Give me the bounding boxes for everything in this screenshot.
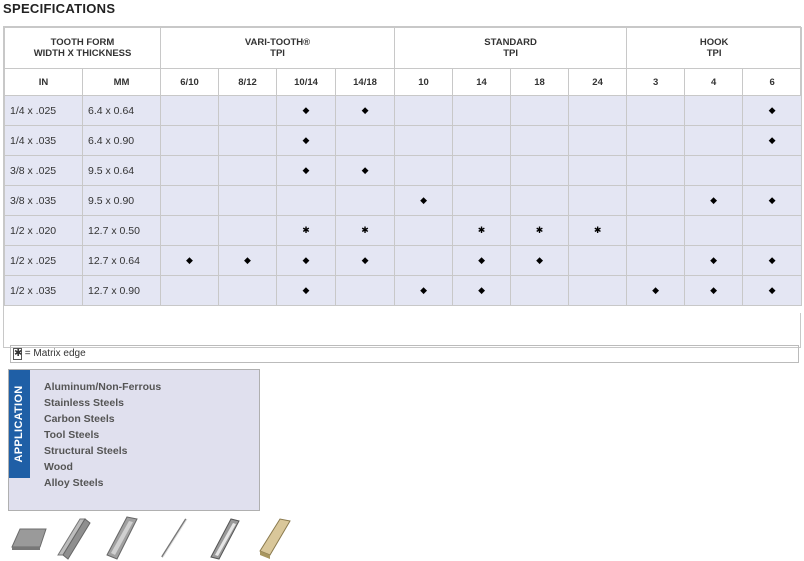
tpi-cell: [627, 186, 685, 216]
tpi-cell: [219, 156, 277, 186]
tpi-cell: [336, 276, 395, 306]
application-item: Structural Steels: [44, 445, 128, 457]
tpi-cell: [219, 276, 277, 306]
group-header-standard: [395, 28, 627, 69]
tpi-cell: [161, 276, 219, 306]
application-item: Aluminum/Non-Ferrous: [44, 381, 162, 393]
tpi-cell: ◆: [277, 276, 336, 306]
tpi-cell: [395, 216, 453, 246]
tpi-cell: ◆: [453, 246, 511, 276]
tpi-cell: [219, 96, 277, 126]
tpi-cell: ◆: [336, 246, 395, 276]
column-header: 6/10: [161, 69, 219, 96]
group-header-hook: [627, 28, 802, 69]
tpi-cell: [685, 216, 743, 246]
table-row: [5, 186, 802, 216]
application-tab: [9, 370, 30, 478]
application-item: Alloy Steels: [44, 477, 104, 489]
matrix-edge-symbol: ✱: [14, 348, 23, 359]
column-header: 3: [627, 69, 685, 96]
thin-rod-icon: [156, 515, 196, 561]
tpi-cell: ◆: [743, 276, 802, 306]
size-mm-cell: 9.5 x 0.64: [83, 156, 161, 186]
tpi-cell: ✱: [277, 216, 336, 246]
column-header: 18: [511, 69, 569, 96]
tpi-cell: ◆: [685, 246, 743, 276]
tpi-cell: [161, 156, 219, 186]
tpi-cell: [453, 186, 511, 216]
table-row: [5, 126, 802, 156]
tpi-cell: [453, 156, 511, 186]
group-header-vari-tooth: [161, 28, 395, 69]
tpi-cell: ✱: [336, 216, 395, 246]
table-row: [5, 246, 802, 276]
tpi-cell: ◆: [277, 96, 336, 126]
group-name: HOOK: [699, 37, 729, 48]
page-title: SPECIFICATIONS: [3, 1, 116, 16]
spacer-cell: [5, 306, 802, 313]
tpi-cell: [627, 156, 685, 186]
channel-icon: [103, 515, 143, 561]
tpi-cell: ◆: [219, 246, 277, 276]
material-icons: [8, 515, 298, 561]
tpi-cell: [685, 156, 743, 186]
size-mm-cell: 9.5 x 0.90: [83, 186, 161, 216]
tpi-cell: ◆: [161, 246, 219, 276]
size-in-cell: 1/2 x .025: [5, 246, 83, 276]
legend: [10, 345, 799, 363]
size-in-cell: 1/2 x .035: [5, 276, 83, 306]
application-panel: [8, 369, 260, 511]
group-name: VARI-TOOTH®: [244, 37, 311, 48]
tpi-cell: [743, 156, 802, 186]
legend-text: = Matrix edge: [22, 348, 86, 359]
tpi-cell: ◆: [685, 276, 743, 306]
application-item: Tool Steels: [44, 429, 100, 441]
tpi-cell: [395, 246, 453, 276]
column-header: 10/14: [277, 69, 336, 96]
table-row: [5, 156, 802, 186]
column-header: 4: [685, 69, 743, 96]
tpi-cell: ◆: [395, 186, 453, 216]
tpi-cell: ✱: [453, 216, 511, 246]
size-mm-cell: 6.4 x 0.64: [83, 96, 161, 126]
column-header: IN: [5, 69, 83, 96]
tpi-cell: [219, 186, 277, 216]
tooth-form-header: [5, 28, 161, 69]
specifications-table: [4, 27, 802, 313]
tpi-cell: ◆: [743, 186, 802, 216]
application-item: Carbon Steels: [44, 413, 115, 425]
tpi-cell: ◆: [277, 156, 336, 186]
spacer-row: [5, 306, 802, 313]
tpi-cell: [569, 186, 627, 216]
size-in-cell: 1/4 x .035: [5, 126, 83, 156]
tpi-cell: [627, 126, 685, 156]
application-item: Stainless Steels: [44, 397, 124, 409]
group-unit: TPI: [706, 48, 722, 59]
column-header: 10: [395, 69, 453, 96]
column-header-row: [5, 69, 802, 96]
tpi-cell: [219, 216, 277, 246]
tpi-cell: ◆: [336, 156, 395, 186]
tpi-cell: [627, 246, 685, 276]
column-header: 24: [569, 69, 627, 96]
group-unit: TPI: [270, 48, 285, 59]
tpi-cell: ◆: [685, 186, 743, 216]
tpi-cell: [219, 126, 277, 156]
tpi-cell: ◆: [743, 96, 802, 126]
column-header: MM: [83, 69, 161, 96]
column-header: 6: [743, 69, 802, 96]
group-unit: TPI: [503, 48, 518, 59]
square-tube-icon: [205, 515, 245, 561]
tpi-cell: [453, 126, 511, 156]
table-row: [5, 96, 802, 126]
tpi-cell: [627, 96, 685, 126]
tpi-cell: ◆: [336, 96, 395, 126]
column-header: 14: [453, 69, 511, 96]
size-in-cell: 3/8 x .035: [5, 186, 83, 216]
application-item: Wood: [44, 461, 73, 473]
tpi-cell: [511, 156, 569, 186]
tpi-cell: [395, 126, 453, 156]
group-name: STANDARD: [484, 37, 537, 48]
size-mm-cell: 12.7 x 0.90: [83, 276, 161, 306]
tpi-cell: [569, 156, 627, 186]
tpi-cell: [511, 96, 569, 126]
tpi-cell: [685, 126, 743, 156]
tpi-cell: ◆: [743, 126, 802, 156]
tpi-cell: [161, 126, 219, 156]
tpi-cell: ◆: [627, 276, 685, 306]
tpi-cell: [336, 186, 395, 216]
tpi-cell: [569, 276, 627, 306]
tpi-cell: [685, 96, 743, 126]
application-list: [44, 379, 161, 491]
tooth-form-line2: WIDTH X THICKNESS: [33, 48, 132, 59]
size-mm-cell: 12.7 x 0.64: [83, 246, 161, 276]
tooth-form-line1: TOOTH FORM: [50, 37, 115, 48]
size-mm-cell: 6.4 x 0.90: [83, 126, 161, 156]
size-in-cell: 1/4 x .025: [5, 96, 83, 126]
tpi-cell: [511, 276, 569, 306]
tpi-cell: ◆: [277, 126, 336, 156]
tpi-cell: [511, 186, 569, 216]
flat-plate-icon: [10, 515, 48, 561]
size-in-cell: 1/2 x .020: [5, 216, 83, 246]
tpi-cell: [453, 96, 511, 126]
table-row: [5, 216, 802, 246]
tpi-cell: [569, 126, 627, 156]
size-in-cell: 3/8 x .025: [5, 156, 83, 186]
column-header: 14/18: [336, 69, 395, 96]
tpi-cell: [161, 186, 219, 216]
tpi-cell: [161, 96, 219, 126]
column-header: 8/12: [219, 69, 277, 96]
tpi-cell: [395, 156, 453, 186]
tpi-cell: [743, 216, 802, 246]
tpi-cell: [336, 126, 395, 156]
tpi-cell: [161, 216, 219, 246]
tpi-cell: ◆: [395, 276, 453, 306]
tpi-cell: [627, 216, 685, 246]
tpi-cell: ✱: [569, 216, 627, 246]
specifications-panel: [3, 26, 801, 359]
angle-iron-icon: [54, 515, 94, 561]
size-mm-cell: 12.7 x 0.50: [83, 216, 161, 246]
tpi-cell: [569, 246, 627, 276]
wood-board-icon: [256, 515, 296, 561]
tpi-cell: ◆: [743, 246, 802, 276]
tpi-cell: ◆: [453, 276, 511, 306]
application-label: APPLICATION: [13, 385, 25, 463]
tpi-cell: [569, 96, 627, 126]
tpi-cell: [511, 126, 569, 156]
tpi-cell: ✱: [511, 216, 569, 246]
table-row: [5, 276, 802, 306]
tpi-cell: ◆: [511, 246, 569, 276]
tpi-cell: [277, 186, 336, 216]
tpi-cell: ◆: [277, 246, 336, 276]
tpi-cell: [395, 96, 453, 126]
